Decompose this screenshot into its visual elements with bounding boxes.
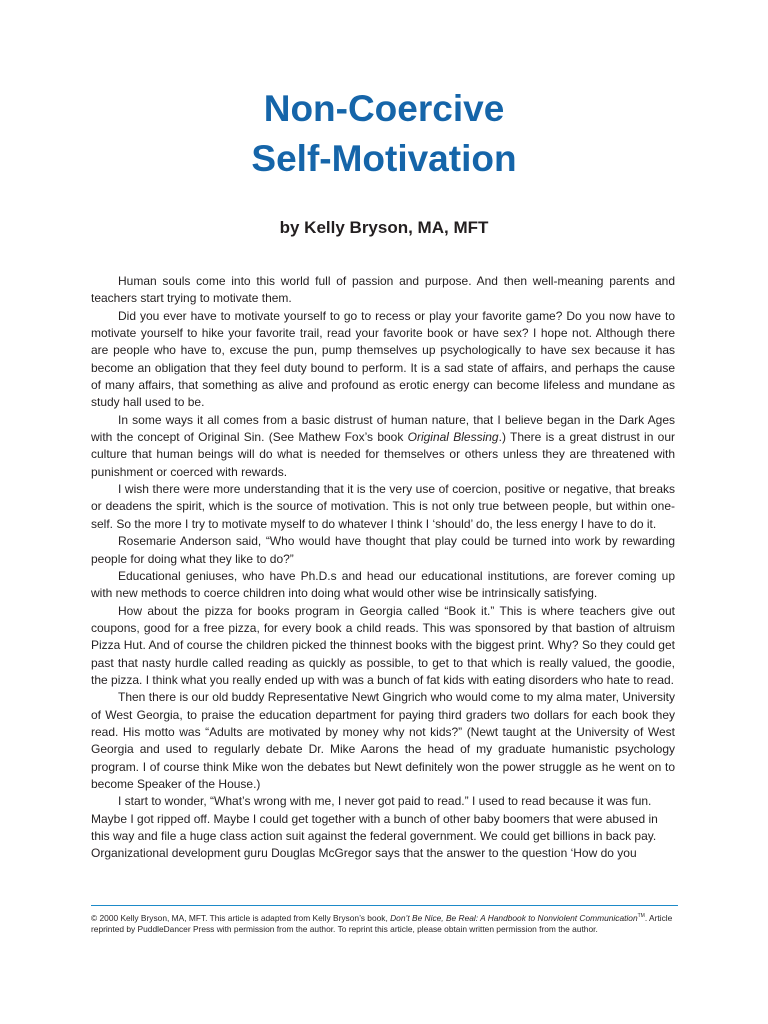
article-title-line-2: Self-Motivation xyxy=(251,138,517,179)
body-paragraph xyxy=(91,273,675,308)
copyright-footnote xyxy=(91,913,678,934)
trademark-mark: TM xyxy=(637,913,645,920)
body-paragraph xyxy=(91,308,675,412)
article-title-line-1: Non-Coercive xyxy=(263,88,505,129)
paragraph-text: .) There is a great distrust in our culture that human beings will do what is needed for themselves or others unless they are threatened with punishment or coerced with rewards. xyxy=(91,430,676,479)
paragraph-text: Educational geniuses, who have Ph.D.s and head our educational institutions, are forever coming up with new methods to coerce children into doing what would other wise be intrinsically satisfying. xyxy=(91,568,675,601)
paragraph-text: Human souls come into this world full of passion and purpose. And then well-meaning parents and teachers start trying to motivate them. xyxy=(91,274,675,306)
paragraph-text: I start to wonder, “What’s wrong with me, I never got paid to read.” I used to read because it was fun. Maybe I got ripped off. Maybe I could get together with a bunch of other baby boomers that were abused in this way and file a huge class action suit against the federal government. We could get billions in back pay. Organizational development guru Douglas McGregor says that the answer to the question ‘How do you xyxy=(91,794,658,861)
body-paragraph xyxy=(91,568,675,603)
book-title: Don’t Be Nice, Be Real: A Handbook to Nonviolent Communication xyxy=(390,913,638,923)
footnote-divider xyxy=(91,905,678,906)
paragraph-text: In some ways it all comes from a basic distrust of human nature, that I believe began in the Dark Ages with the concept of Original Sin. (See Mathew Fox’s book xyxy=(91,412,675,445)
article-body xyxy=(91,273,675,863)
paragraph-text: Then there is our old buddy Representative Newt Gingrich who would come to my alma mater, University of West Georgia, to praise the education department for paying third graders two dollars for each book they read. His motto was “Adults are motivated by money why not kids?” (Newt taught at the University of West Georgia and used to regularly debate Dr. Mike Aarons the head of my graduate humanistic psychology program. I of course think Mike won the debates but Newt definitely won the power struggle as he went on to become Speaker of the House.) xyxy=(91,690,675,791)
body-paragraph xyxy=(91,793,675,862)
body-paragraph xyxy=(91,689,675,793)
paragraph-text: I wish there were more understanding that it is the very use of coercion, positive or negative, that breaks or deadens the spirit, which is the source of motivation. This is not only true between people, but within one-self. So the more I try to motivate myself to do whatever I think I ‘should’ do, the less energy I have to do it. xyxy=(91,482,675,531)
body-paragraph xyxy=(91,533,675,568)
body-paragraph xyxy=(91,412,675,481)
article-title xyxy=(0,84,768,184)
paragraph-text: Did you ever have to motivate yourself to go to recess or play your favorite game? Do you now have to motivate yourself to hike your favorite trail, read your favorite book or have sex? I hope not. Although there are people who have to, excuse the pun, pump themselves up psychologically to have sex because it has become an obligation that they feel duty bound to perform. It is a sad state of affairs, and perhaps the cause of many affairs, that something as alive and profound as erotic energy can become lifeless and mundane as study hall used to be. xyxy=(91,308,675,410)
footnote-text: © 2000 Kelly Bryson, MA, MFT. This article is adapted from Kelly Bryson’s book, xyxy=(91,913,391,923)
body-paragraph xyxy=(91,481,675,533)
paragraph-text: How about the pizza for books program in Georgia called “Book it.” This is where teachers give out coupons, good for a free pizza, for every book a child reads. This was sponsored by that bastion of altruism Pizza Hut. And of course the children picked the thinnest books with the biggest print. Why? So they could get past that nasty hurdle called reading as quickly as possible, to get to that which is really valued, the goodie, the pizza. I think what you really ended up with was a bunch of fat kids with eating disorders who hate to read. xyxy=(91,603,675,687)
paragraph-text: Rosemarie Anderson said, “Who would have thought that play could be turned into work by rewarding people for doing what they like to do?” xyxy=(91,534,675,566)
italic-text: Original Blessing xyxy=(407,430,499,445)
body-paragraph xyxy=(91,603,675,690)
article-byline: by Kelly Bryson, MA, MFT xyxy=(279,218,489,237)
footnote-text: . Article reprinted by PuddleDancer Press with permission from the author. To reprint this article, please obtain written permission from the author. xyxy=(91,913,673,934)
